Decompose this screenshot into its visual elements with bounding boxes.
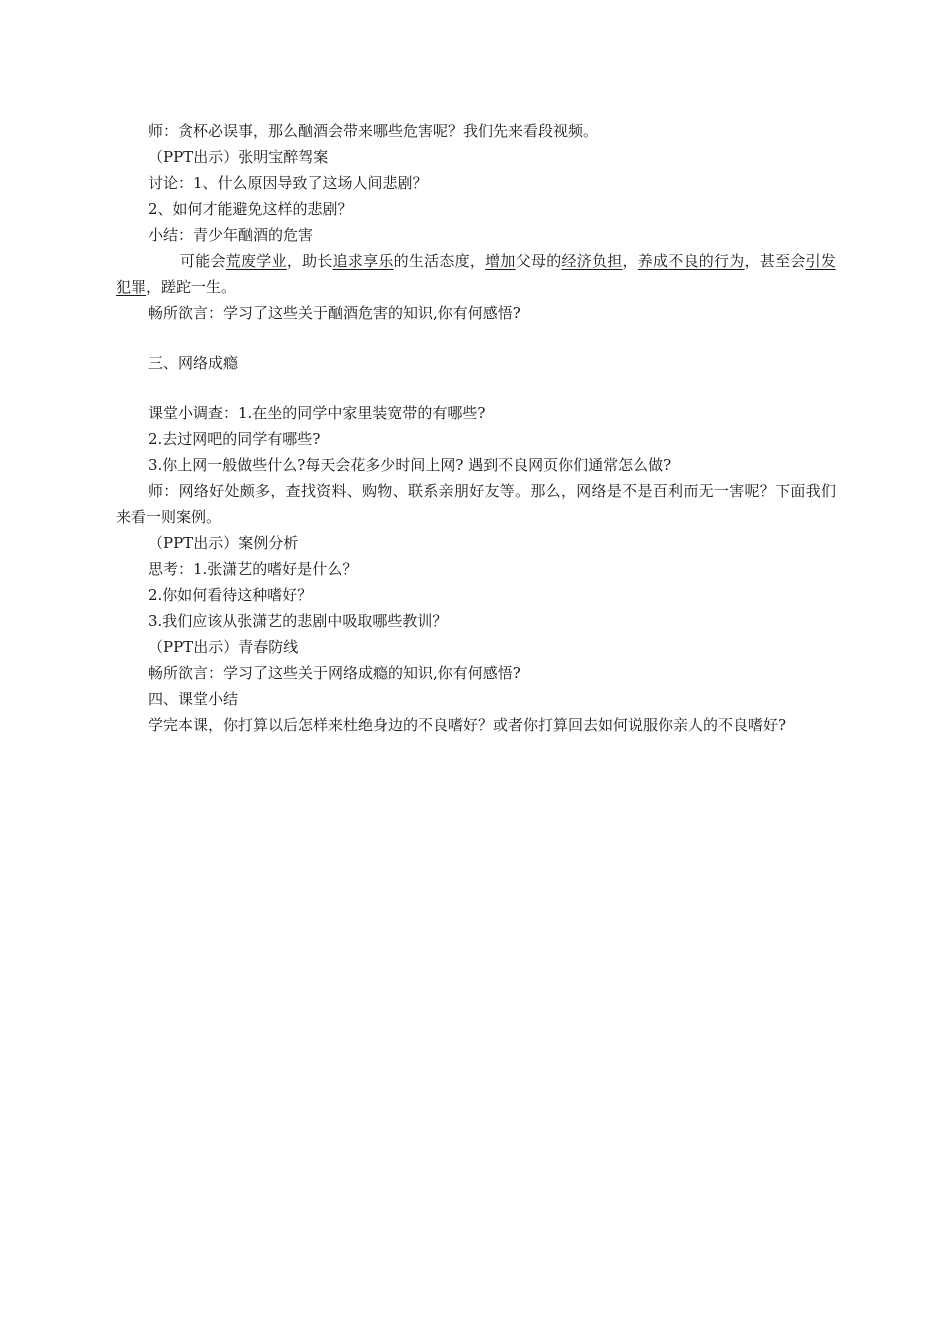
document-body — [116, 118, 836, 738]
paragraph-survey-3: 3.你上网一般做些什么?每天会花多少时间上网? 遇到不良网页你们通常怎么做? — [148, 456, 672, 474]
paragraph-think-2: 2.你如何看待这种嗜好？ — [148, 586, 313, 604]
underlined-term: 养成不良的行为 — [637, 252, 745, 270]
text-segment: ，助长 — [286, 252, 333, 270]
paragraph-think-1: 思考：1.张潇艺的嗜好是什么？ — [148, 560, 358, 578]
text-segment: 父母的 — [515, 252, 562, 270]
text-segment: 的生活态度， — [393, 252, 486, 270]
paragraph-teacher-drinking: 师：贪杯必误事，那么酗酒会带来哪些危害呢？我们先来看段视频。 — [148, 122, 599, 140]
paragraph-teacher-internet: 师：网络好处颇多，查找资料、购物、联系亲朋好友等。那么，网络是不是百利而无一害呢？下面我们来看一则案例。 — [116, 482, 836, 526]
paragraph-discussion-2: 2、如何才能避免这样的悲剧？ — [148, 200, 353, 218]
paragraph-speak-freely-drinking: 畅所欲言：学习了这些关于酗酒危害的知识,你有何感悟? — [148, 304, 521, 322]
text-segment: ，甚至会 — [744, 252, 806, 270]
paragraph-think-3: 3.我们应该从张潇艺的悲剧中吸取哪些教训？ — [148, 612, 448, 630]
paragraph-ppt-case: （PPT出示）张明宝醉驾案 — [148, 148, 329, 166]
paragraph-survey-2: 2.去过网吧的同学有哪些? — [148, 430, 321, 448]
paragraph-discussion-1: 讨论：1、什么原因导致了这场人间悲剧？ — [148, 174, 428, 192]
paragraph-summary-harms — [116, 248, 836, 300]
text-segment: 可能会 — [180, 252, 226, 270]
section-heading-internet-addiction: 三、网络成瘾 — [148, 354, 239, 372]
underlined-term: 增加 — [485, 252, 516, 270]
underlined-term: 引发犯罪 — [116, 252, 836, 296]
section-heading-class-summary: 四、课堂小结 — [148, 690, 239, 708]
paragraph-ppt-youth-defense: （PPT出示）青春防线 — [148, 638, 299, 656]
underlined-term: 追求享乐 — [332, 252, 394, 270]
underlined-term: 经济负担 — [561, 252, 623, 270]
spacer — [116, 376, 836, 400]
text-segment: ， — [622, 252, 638, 270]
paragraph-speak-freely-internet: 畅所欲言：学习了这些关于网络成瘾的知识,你有何感悟? — [148, 664, 521, 682]
spacer — [116, 326, 836, 350]
paragraph-closing-question: 学完本课，你打算以后怎样来杜绝身边的不良嗜好？或者你打算回去如何说服你亲人的不良嗜好? — [148, 716, 787, 734]
underlined-term: 荒废学业 — [225, 252, 287, 270]
paragraph-summary-title: 小结：青少年酗酒的危害 — [148, 226, 314, 244]
paragraph-survey-1: 课堂小调查：1.在坐的同学中家里装宽带的有哪些? — [148, 404, 486, 422]
text-segment: ，蹉跎一生。 — [146, 278, 237, 296]
paragraph-ppt-case-analysis: （PPT出示）案例分析 — [148, 534, 299, 552]
